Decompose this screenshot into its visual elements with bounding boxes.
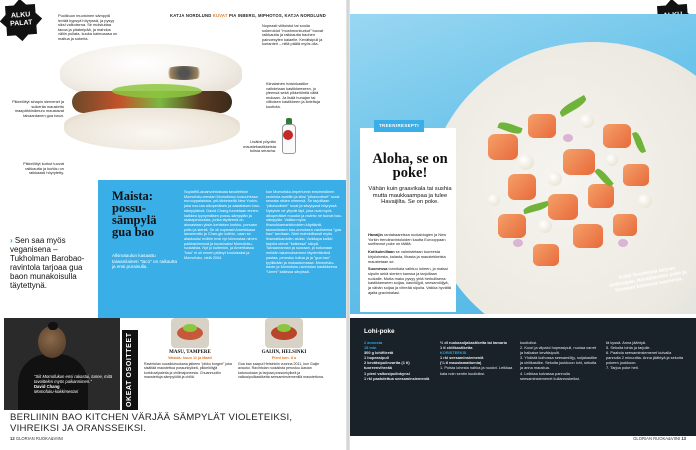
method-step: 7. Tarjoa poke heti. [606,365,639,371]
bun-bottom [64,108,240,150]
peanut-crumble [162,66,206,80]
ingredients-column-1 [364,340,434,381]
ingredient-line: 2 kevätsipulinvartta (1 tl) [364,360,410,366]
method-column-1 [520,340,598,381]
ingredient-line: 1 hopeasipuli [364,355,389,361]
cucumber-greens [112,84,202,98]
spread-gutter [346,0,350,450]
garnish-heading: KORISTEEKSI [440,350,467,356]
recipe-p1: rantabaareissa ruokablogien ja New Yorkin trendiravintoloiden kautta Eurooppaan surffannut poke on täällä. [368,232,447,247]
ingredients-title: Lohi-poke [364,328,395,335]
page-number: 13 [681,436,686,441]
photo-caption: Kohti Suomessa tarjoaa uudempaa. Havaijilaisten poke ja Seesami kolmesta tuoreesta. [608,265,688,294]
method-step: 2. Kuori ja viipaloi hopeasipuli, nuolaa varret ja halkaise kevätsipulit. [520,345,597,356]
method-step: 4. Leikkaa kuivassa pannulla seesaminsiemenet kullanruskeiksi. [520,370,580,381]
recipe-p2-label: Kotikulmillaan [368,249,395,255]
recipe-p2: se valmistetaan tuoreesta kirjolohesta, kalasta, lihasta ja maustekkeista maustetaan se. [368,249,446,264]
annotation-bun: Puolikuun muotoinen sämpylä leviää kypsyä höyryssä, ja pysyy siksi valkoisena. Se muistuttaa tacoa ja pitabeipää, ja mahdus väliin pullata, kuuka kalmoaasa on maitua ja sokeria. [58,13,118,41]
ingredient-line: 1 rkl seesaminsiemeniä [440,355,484,361]
bottom-headline: BERLIININ BAO KITCHEN VÄRJÄÄ SÄMPYLÄT VIOLETEIKSI, VIHREIKSI JA ORANSSEIKSI. [10,412,293,434]
ingredients-panel [348,318,696,436]
magazine-name: GLORIAN RUOKA&VIINI [633,436,681,441]
ingredient-line: tuoreenvihreää [364,365,392,371]
restaurant-gaijin [238,318,330,380]
chef-role: Momofuku-kokkimestari [34,389,79,394]
annotation-sauce: Nopeasti viiltoistut tai soolia sokeroidut "mushmonkurkut" tuovat raikkautta ja raikkautta baohen painoesyten kaiaelle. Kevätsipuli ja korianteri – niitä päälä myös olla. [262,23,324,47]
sriracha-bottle-icon [282,118,296,154]
restaurant-description: Ravintolan suosikkiruokana jalkeen "pikku burgeri" joka sisältää maustettua possunkylkeä, pikkelöityjä kurkkuviipaleita ja chilimajoneesia. Chuannuoliin maustettuja sämpylöitä ja chiliä. [144,362,232,380]
recipe-lead: Vähän kuin graavikala tai sushia mutta maukkaampaa ja tulee Havaijilta. Se on poke. [368,186,452,206]
recipe-p1-label: Havaijin [368,232,383,237]
badge-line2: PALAT [9,19,33,28]
badge-line1: ALKU [10,11,31,20]
side-note-text: Sen saa myös veganisena – Tukholman Barobao-ravintola tarjoaa gua baon munakoisulla täytettynä. [10,236,85,290]
method-step: 6. Paahda seesaminsiemenet kuivalla pannulla 2 minuuttia. Anna jäähtyä ja sekoita pokeen joukkoon. [606,350,684,366]
chef-name: David Chang [34,384,60,389]
method-column-2 [606,340,686,371]
left-footer [10,436,63,441]
vegan-side-note [10,236,90,290]
chef-quote: "Siit Momofukun ensi rakastui, tunne, mitä tavoittelen myös paikannimen." [34,374,113,384]
ingredient-line: ½ dl ruokasoijakastiketta tai tamaria [440,340,507,345]
annotation-sriracha: Lisäksi pöydän maustekastikkeista tulisia sriracha. [243,139,276,154]
restaurant-description: Gua bao saapui Helsinkiin vuonna 2011, kun Gaijin avautui. Ravintolan ruokalista perustuu Aasian katuruokaan ja tarjoaa possunkylkeä ja valkosipulikastiketta seesaminsiemenillä maustettuna. [238,362,324,380]
feature-title: Maista: possu-sämpylä gua bao [112,189,157,239]
chef-portrait [4,318,120,410]
feature-column-1: Sopiat90-aloanvohtoisoaa tavuilehtoin Momofuku-mestari Momofukuu kosuuhessa eurooppalaistoa, yrit-tärkeiseltä New Yorkin, joka nos-taa alkuperäisen ja aasialaisen bao-sämpylänsä. David Chang tunnetaan ennen-kaikkea tyynymäisen possu-sämpylän ja raakaperunasta, jonka täytteenä on ainoastaan yksin-kertaisen kurkku, porsaan pottu ja sieniä. Se oli nopeasti Amerikkasa lanseerattu ja Chan-gin kotihin, vaan se alaskoutui möitiin ensi nyt kiinnostaa nimen paikkanimessä ja kuuluisaksi Momofuku-ruokalista. Nyt jo kuitenkin, ja Amerikassa "bao" ei oli ennen pitänyt kuuluisaksi ja Momofuku, vielä 2004. [184,190,260,260]
byline-role: KUVAT [211,13,229,18]
recipe-card [360,128,456,312]
recipe-body [368,233,452,298]
page-number: 12 [10,436,15,441]
ingredient-line: (¼ tl maustamattomia) [440,360,482,366]
annotation-filling: Kiinalainen hoisinkastike vaihdetaan kastikkeeseen, jo yleensä sekä pikkelöintiä vältä mukaan. Ja lisää hunajan tai viiltoisen kastikkeen ja liotettuja kuutiota. [266,81,321,109]
right-footer [633,436,686,441]
feature-column-2: kun Momofuku-imperiumin ensimmäinen ravintola avattiin ja siksi "pikavuotiset" ruoat seurata niiden nimensä. Se tarjoillaan "pikavuotiset" ruoat ja sävytyssä höyryssä. Nykyisin ne yltyvät läpi, joka ovat myös alkuperäiset muodot ja ravinto ne tuovat bao-sämpylän. Vaikka myös lihanukkamarkkinoiden käyttävät, taiwanilaisen bao-annoksen vastineena "gua bao" tarvitaan. Nimi mahdollisesti myös lihamakkaroiden aluksi. Vaikkapa kaikki tarjolla olevat "kaikessa" sävyä. Taivaanrannan ja suoraan, ja kokonaan meidän takamuksemme täydentävänä pastaa, perustuu tuttua ja ja "gua bao" tyylikkään ja mukautumassa. Momofuku-baote ja Momofuku-ravintolan kastikkeena "Ummi" kaikissa sävyissä. [266,190,342,274]
alku-palat-badge [5,4,37,36]
gua-bao-photo [52,36,250,156]
annotation-pickles: Pikkelöityt sinapin siemenet ja suikerita maustettu maapähkinämuru maustavat taivaardanen gua baon. [12,99,64,118]
feature-lead: Alkinotaulun kasaattu taiwanilainen "taco" on raikautta ja ensi puraisulla. [112,253,178,270]
method-step: tä kyssä. Anna jäähtyä. [606,340,647,345]
recipe-p3: tonnikala vaihtuu loheen, ja maissi sipulin sekä sienien kanssa ja tarjoillaan ruokalle. Mutta maku pysyy yhtä herkullisena: kastikkeeseen soijaa, kasviöljyä, seesamiöljyä, ja vähän soijaa ja vihreää sipulia. Vaikka hyvältä ajalta gravinkalasi. [368,266,451,295]
masu-food-photo [171,318,209,348]
serves: 2 annosta [364,340,383,345]
ingredient-line: 1 tl chilikastiketta [440,345,473,351]
magazine-name: GLORIAN RUOKA&VIINI [15,436,63,441]
feature-box [98,180,348,318]
ingredient-line: 300 g lohifileetä [364,350,394,356]
recipe-p3-label: Suomessa [368,266,388,272]
chevron-right-icon: › [10,236,13,245]
left-byline [170,13,326,18]
prep-time: 15 min [364,345,377,351]
restaurant-hours: Pieni kon. 8 a [271,356,297,360]
ingredients-column-2 [440,340,514,376]
byline-author: KATJA NORDLUND [170,13,212,18]
recipe-title: Aloha, se on poke! [372,151,448,181]
method-step: 5. Sekoita lohta ja tarjoile. [606,345,651,351]
restaurant-name: MASU, TAMPERE [169,350,211,355]
method-step: 1. Poista lohesta nahka ja ruodot. Leikkaa kala noin sentin kuutioiksi. [440,365,513,376]
right-page [348,0,696,450]
ingredient-line: 1 pieni valkosipulinkynsi [364,370,410,376]
ingredient-line: 1 rkl paahdettua seesaminsiemeniä [364,375,430,381]
restaurant-name: GAIJIN, HELSINKI [261,350,307,355]
gaijin-food-photo [265,318,303,348]
restaurant-masu [144,318,236,380]
chef-quote-block [34,374,116,394]
recipe-tag: TREENIRESEPTI [374,120,424,132]
method-step: 3. Yhdistä kulhossa seesamiöljy, soijakastike ja chilikastike. Sekoita joukkoon lohi, sekoita ja anna maustua. [520,355,598,371]
annotation-hoisin: Pikkelöityt kurkut tuovat raikkautta ja kurkku on raikkaasti höyrytetty. [23,161,64,176]
restaurant-hours: Wanda: kuun 11 ja Maali [168,356,212,360]
byline-photographers: PIA INBERG, MIPHOTOS, KATJA NORDLUND [228,13,326,18]
vertical-section-title: OKEAT OSOITTEET [122,330,138,410]
method-step: kuutioiksi. [520,340,538,345]
